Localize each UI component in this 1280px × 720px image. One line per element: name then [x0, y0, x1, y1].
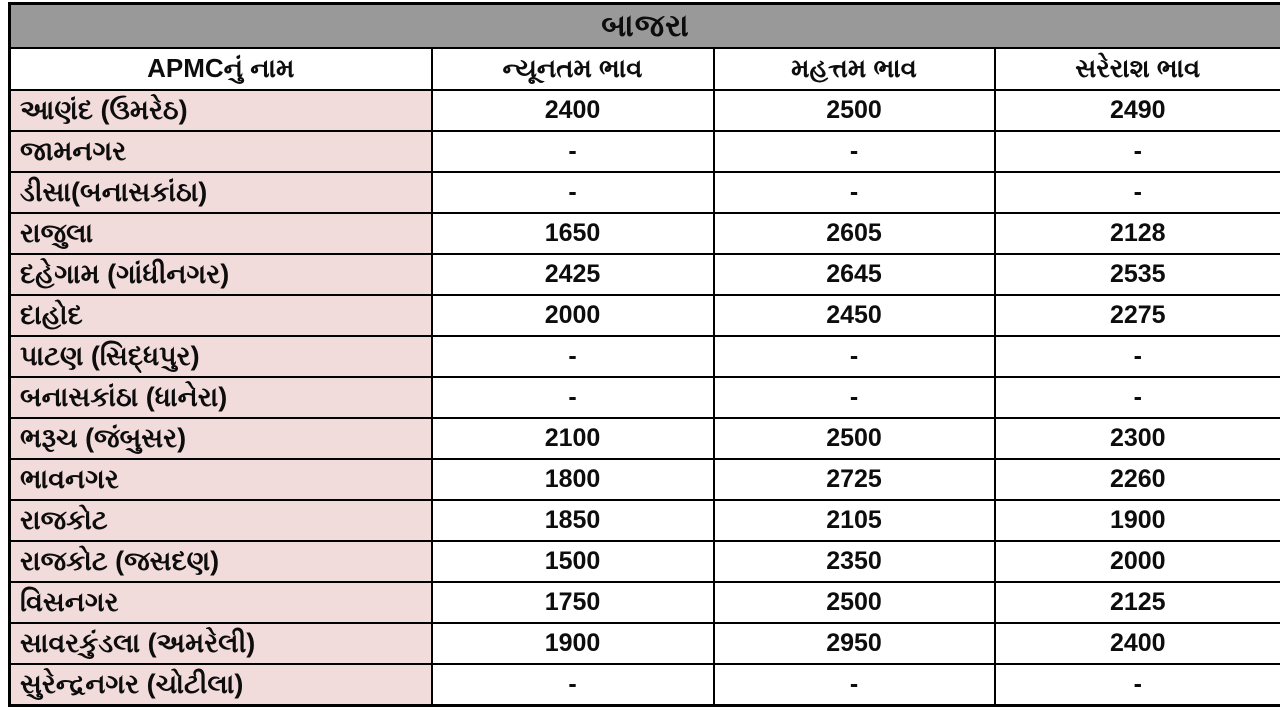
min-price-cell: 1500 [432, 541, 714, 582]
max-price-cell: - [714, 336, 995, 377]
table-row [10, 295, 1280, 336]
max-price-cell: - [714, 172, 995, 213]
min-price-cell: - [432, 377, 714, 418]
apmc-name-cell: ભરૂચ (જંબુસર) [10, 418, 432, 459]
avg-price-cell: - [995, 131, 1280, 172]
min-price-cell: 1900 [432, 623, 714, 664]
avg-price-cell: 2260 [995, 459, 1280, 500]
avg-price-cell: - [995, 336, 1280, 377]
max-price-cell: - [714, 131, 995, 172]
max-price-cell: 2500 [714, 418, 995, 459]
apmc-name-cell: જામનગર [10, 131, 432, 172]
min-price-cell: 2000 [432, 295, 714, 336]
apmc-name-cell: રાજકોટ (જસદણ) [10, 541, 432, 582]
min-price-cell: - [432, 131, 714, 172]
max-price-cell: 2450 [714, 295, 995, 336]
table-row [10, 582, 1280, 623]
avg-price-cell: - [995, 377, 1280, 418]
table-row [10, 623, 1280, 664]
avg-price-cell: 2125 [995, 582, 1280, 623]
max-price-cell: 2645 [714, 254, 995, 295]
apmc-name-cell: વિસનગર [10, 582, 432, 623]
max-price-cell: 2500 [714, 582, 995, 623]
min-price-cell: - [432, 336, 714, 377]
avg-price-cell: 2535 [995, 254, 1280, 295]
table-row [10, 500, 1280, 541]
min-price-cell: 2400 [432, 90, 714, 131]
table-row [10, 254, 1280, 295]
avg-price-cell: 2400 [995, 623, 1280, 664]
avg-price-cell: 2300 [995, 418, 1280, 459]
min-price-cell: - [432, 172, 714, 213]
min-price-cell: 2100 [432, 418, 714, 459]
avg-price-cell: 2490 [995, 90, 1280, 131]
apmc-name-cell: દાહોદ [10, 295, 432, 336]
column-header-min-price: ન્યૂનતમ ભાવ [432, 48, 714, 90]
min-price-cell: 2425 [432, 254, 714, 295]
max-price-cell: 2500 [714, 90, 995, 131]
avg-price-cell: - [995, 664, 1280, 706]
table-row [10, 131, 1280, 172]
column-header-apmc-name: APMCનું નામ [10, 48, 432, 90]
apmc-name-cell: રાજુલા [10, 213, 432, 254]
title-row [10, 4, 1280, 49]
column-header-avg-price: સરેરાશ ભાવ [995, 48, 1280, 90]
min-price-cell: 1750 [432, 582, 714, 623]
avg-price-cell: 1900 [995, 500, 1280, 541]
min-price-cell: 1850 [432, 500, 714, 541]
apmc-name-cell: સુરેન્દ્રનગર (ચોટીલા) [10, 664, 432, 706]
max-price-cell: 2350 [714, 541, 995, 582]
table-title: બાજરા [10, 4, 1280, 49]
price-table-container [8, 2, 1280, 720]
column-header-max-price: મહત્તમ ભાવ [714, 48, 995, 90]
max-price-cell: 2725 [714, 459, 995, 500]
table-row [10, 377, 1280, 418]
table-row [10, 418, 1280, 459]
avg-price-cell: 2128 [995, 213, 1280, 254]
avg-price-cell: 2000 [995, 541, 1280, 582]
table-row [10, 172, 1280, 213]
apmc-name-cell: રાજકોટ [10, 500, 432, 541]
commodity-price-table [8, 2, 1280, 707]
table-row [10, 459, 1280, 500]
min-price-cell: 1800 [432, 459, 714, 500]
apmc-name-cell: ભાવનગર [10, 459, 432, 500]
apmc-name-cell: દહેગામ (ગાંધીનગર) [10, 254, 432, 295]
table-row [10, 541, 1280, 582]
apmc-name-cell: સાવરકુંડલા (અમરેલી) [10, 623, 432, 664]
apmc-name-cell: પાટણ (સિદ્ધપુર) [10, 336, 432, 377]
table-row [10, 213, 1280, 254]
max-price-cell: 2605 [714, 213, 995, 254]
avg-price-cell: - [995, 172, 1280, 213]
table-row [10, 90, 1280, 131]
max-price-cell: 2105 [714, 500, 995, 541]
max-price-cell: 2950 [714, 623, 995, 664]
header-row [10, 48, 1280, 90]
avg-price-cell: 2275 [995, 295, 1280, 336]
table-row [10, 664, 1280, 706]
apmc-name-cell: બનાસકાંઠા (ધાનેરા) [10, 377, 432, 418]
table-row [10, 336, 1280, 377]
min-price-cell: 1650 [432, 213, 714, 254]
max-price-cell: - [714, 377, 995, 418]
min-price-cell: - [432, 664, 714, 706]
apmc-name-cell: ડીસા(બનાસકાંઠા) [10, 172, 432, 213]
apmc-name-cell: આણંદ (ઉમરેઠ) [10, 90, 432, 131]
max-price-cell: - [714, 664, 995, 706]
